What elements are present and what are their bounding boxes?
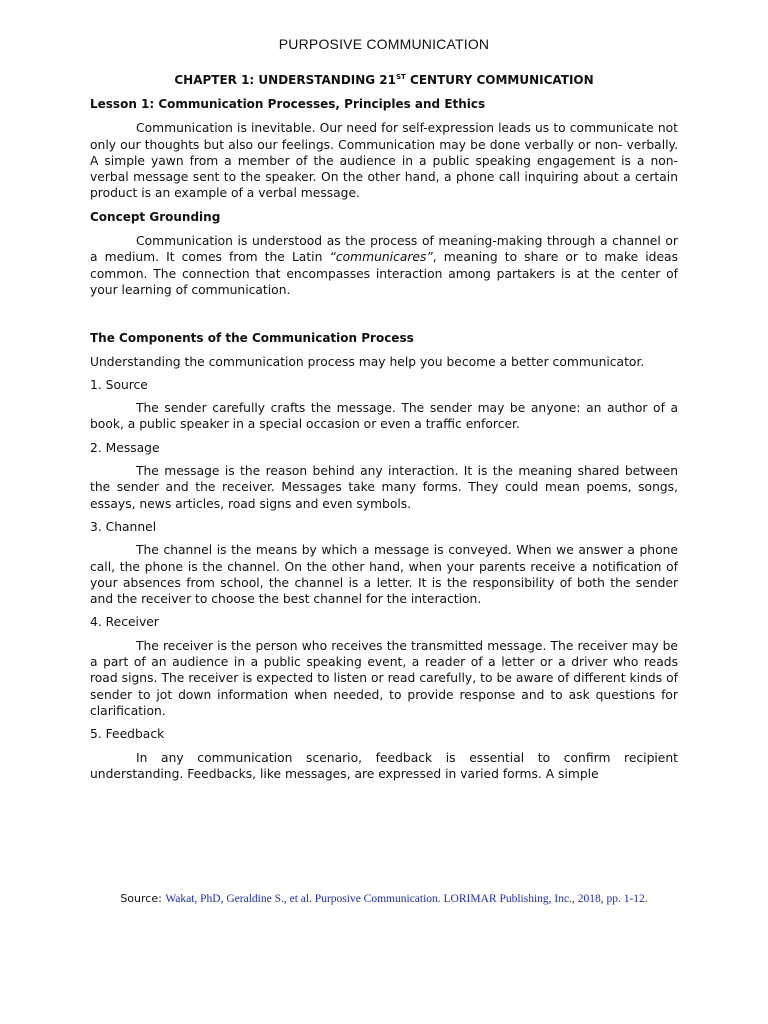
concept-heading: Concept Grounding [90, 209, 221, 224]
component-label-receiver: 4. Receiver [90, 615, 159, 630]
component-label-source: 1. Source [90, 377, 148, 392]
chapter-title-prefix: CHAPTER 1: UNDERSTANDING 21 [174, 73, 397, 87]
components-heading: The Components of the Communication Process [90, 331, 414, 346]
concept-text-a: Communication is understood as the process of meaning-making through a channel or a medium. It comes from the Latin [90, 234, 678, 265]
concept-latin-term: “communicares” [329, 250, 433, 265]
component-text-source: The sender carefully crafts the message. The sender may be anyone: an author of a book, a public speaker in a special occasion or even a traffic enforcer. [90, 401, 678, 432]
concept-paragraph [90, 233, 678, 298]
component-text-message: The message is the reason behind any interaction. It is the meaning shared between the sender and the receiver. Messages take many forms. They could mean poems, songs, essays, news articles, road signs and even symbols. [90, 464, 678, 511]
chapter-title-superscript: ST [396, 73, 406, 81]
component-label-message: 2. Message [90, 440, 160, 455]
component-text-receiver: The receiver is the person who receives the transmitted message. The receiver may be a part of an audience in a public speaking event, a reader of a letter or a driver who reads road signs. The receiver is expected to listen or read carefully, to be aware of different kinds of sender to jot down information when needed, to provide response and to ask questions for clarification. [90, 638, 678, 718]
component-text-feedback: In any communication scenario, feedback is essential to confirm recipient understanding. Feedbacks, like messages, are expressed in varied forms. A simple [90, 750, 678, 781]
component-text-channel: The channel is the means by which a message is conveyed. When we answer a phone call, the phone is the channel. On the other hand, when your parents receive a notification of your absences from school, the channel is a letter. It is the responsibility of both the sender and the receiver to choose the best channel for the interaction. [90, 543, 678, 607]
component-label-feedback: 5. Feedback [90, 727, 165, 742]
lesson-title: Lesson 1: Communication Processes, Principles and Ethics [90, 97, 486, 111]
source-label: Source: [120, 892, 166, 905]
chapter-title-suffix: CENTURY COMMUNICATION [405, 73, 594, 87]
source-citation: Wakat, PhD, Geraldine S., et al. Purposive Communication. LORIMAR Publishing, Inc., 2018, pp. 1-12. [165, 893, 648, 905]
components-intro: Understanding the communication process may help you become a better communicator. [90, 354, 645, 369]
component-label-channel: 3. Channel [90, 519, 157, 534]
chapter-title [0, 73, 768, 87]
document-body [90, 96, 678, 782]
intro-paragraph: Communication is inevitable. Our need for self-expression leads us to communicate not only our thoughts but also our feelings. Communication may be done verbally or non- verbally. A simple yawn from a member of the audience in a public speaking engagement is a non-verbal message sent to the speaker. On the other hand, a phone call inquiring about a certain product is an example of a verbal message. [90, 121, 678, 201]
source-footer [0, 892, 768, 905]
page-header: PURPOSIVE COMMUNICATION [278, 36, 490, 52]
concept-text-b: , meaning to share or to make ideas common. The connection that encompasses interaction among partakers is at the center of your learning of communication. [90, 250, 678, 297]
